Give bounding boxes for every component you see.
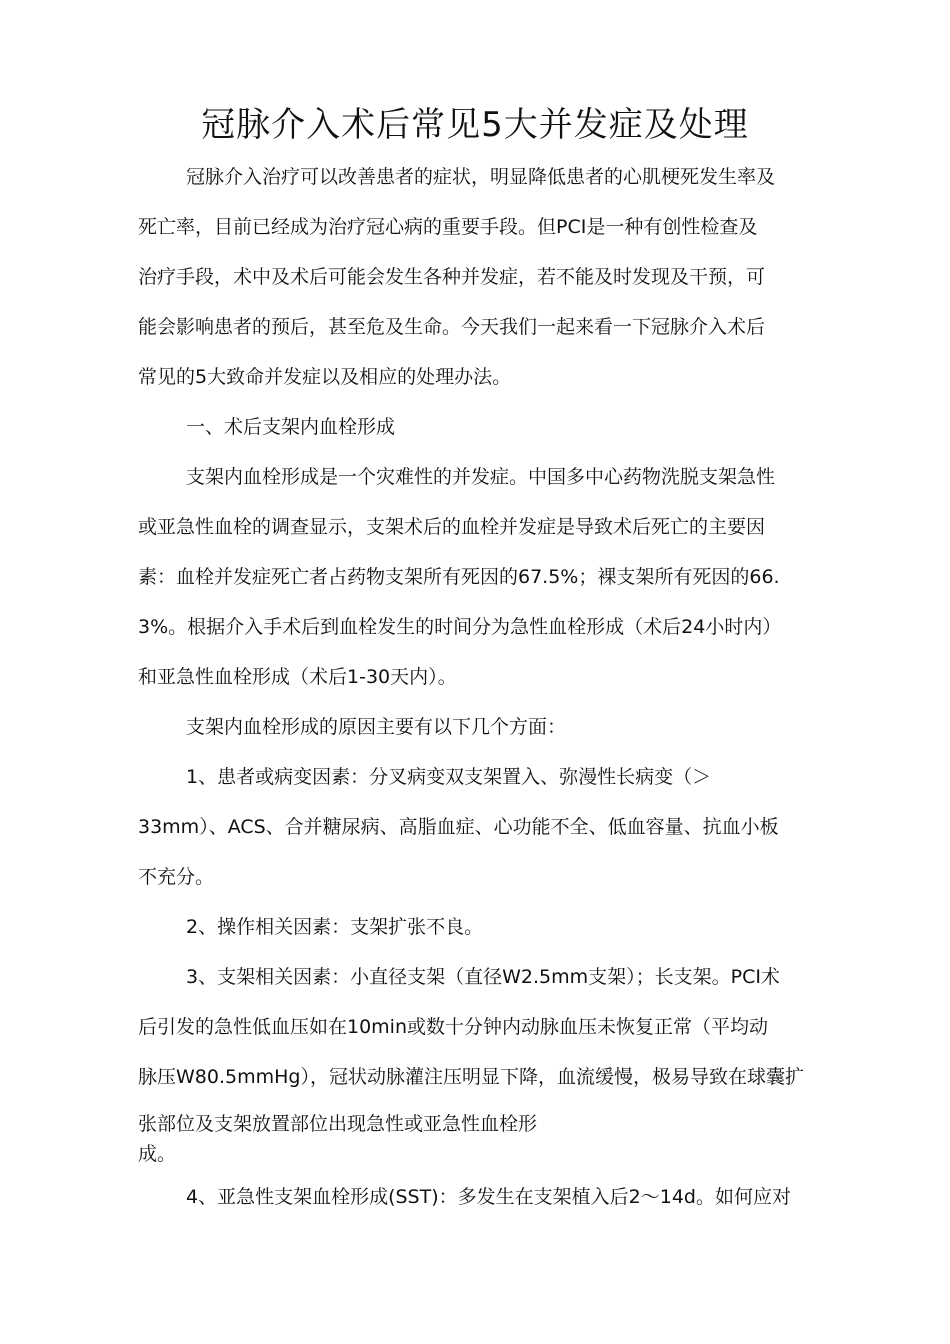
list-item-line: 后引发的急性低血压如在10min或数十分钟内动脉血压未恢复正常（平均动	[138, 1016, 769, 1038]
paragraph-line: 常见的5大致命并发症以及相应的处理办法。	[138, 366, 512, 388]
paragraph-line: 死亡率，目前已经成为治疗冠心病的重要手段。但PCI是一种有创性检查及	[138, 216, 758, 238]
document-title: 冠脉介入术后常见5大并发症及处理	[201, 105, 749, 145]
list-item-line: 成。	[138, 1143, 177, 1165]
paragraph-line: 和亚急性血栓形成（术后1-30天内）。	[138, 666, 457, 688]
paragraph-line: 能会影响患者的预后，甚至危及生命。今天我们一起来看一下冠脉介入术后	[138, 316, 766, 338]
paragraph-line: 或亚急性血栓的调查显示，支架术后的血栓并发症是导致术后死亡的主要因	[138, 516, 766, 538]
list-item-line: 4、亚急性支架血栓形成(SST)：多发生在支架植入后2〜14d。如何应对	[186, 1186, 791, 1208]
paragraph-line: 3%。根据介入手术后到血栓发生的时间分为急性血栓形成（术后24小时内）	[138, 616, 782, 638]
paragraph-line: 治疗手段，术中及术后可能会发生各种并发症，若不能及时发现及干预，可	[138, 266, 766, 288]
paragraph-line: 支架内血栓形成的原因主要有以下几个方面：	[186, 716, 567, 738]
paragraph-line: 冠脉介入治疗可以改善患者的症状，明显降低患者的心肌梗死发生率及	[186, 166, 776, 188]
paragraph-line: 素：血栓并发症死亡者占药物支架所有死因的67.5%；裸支架所有死因的66.	[138, 566, 780, 588]
list-item-line: 2、操作相关因素：支架扩张不良。	[186, 916, 484, 938]
list-item-line: 1、患者或病变因素：分叉病变双支架置入、弥漫性长病变（＞	[186, 766, 712, 788]
list-item-line: 张部位及支架放置部位出现急性或亚急性血栓形	[138, 1113, 538, 1135]
list-item-line: 3、支架相关因素：小直径支架（直径W2.5mm支架）；长支架。PCI术	[186, 966, 780, 988]
section-heading: 一、术后支架内血栓形成	[186, 416, 396, 438]
list-item-line: 脉压W80.5mmHg），冠状动脉灌注压明显下降，血流缓慢，极易导致在球囊扩	[138, 1066, 804, 1088]
list-item-line: 33mm）、ACS、合并糖尿病、高脂血症、心功能不全、低血容量、抗血小板	[138, 816, 779, 838]
list-item-line: 不充分。	[138, 866, 215, 888]
paragraph-line: 支架内血栓形成是一个灾难性的并发症。中国多中心药物洗脱支架急性	[186, 466, 776, 488]
